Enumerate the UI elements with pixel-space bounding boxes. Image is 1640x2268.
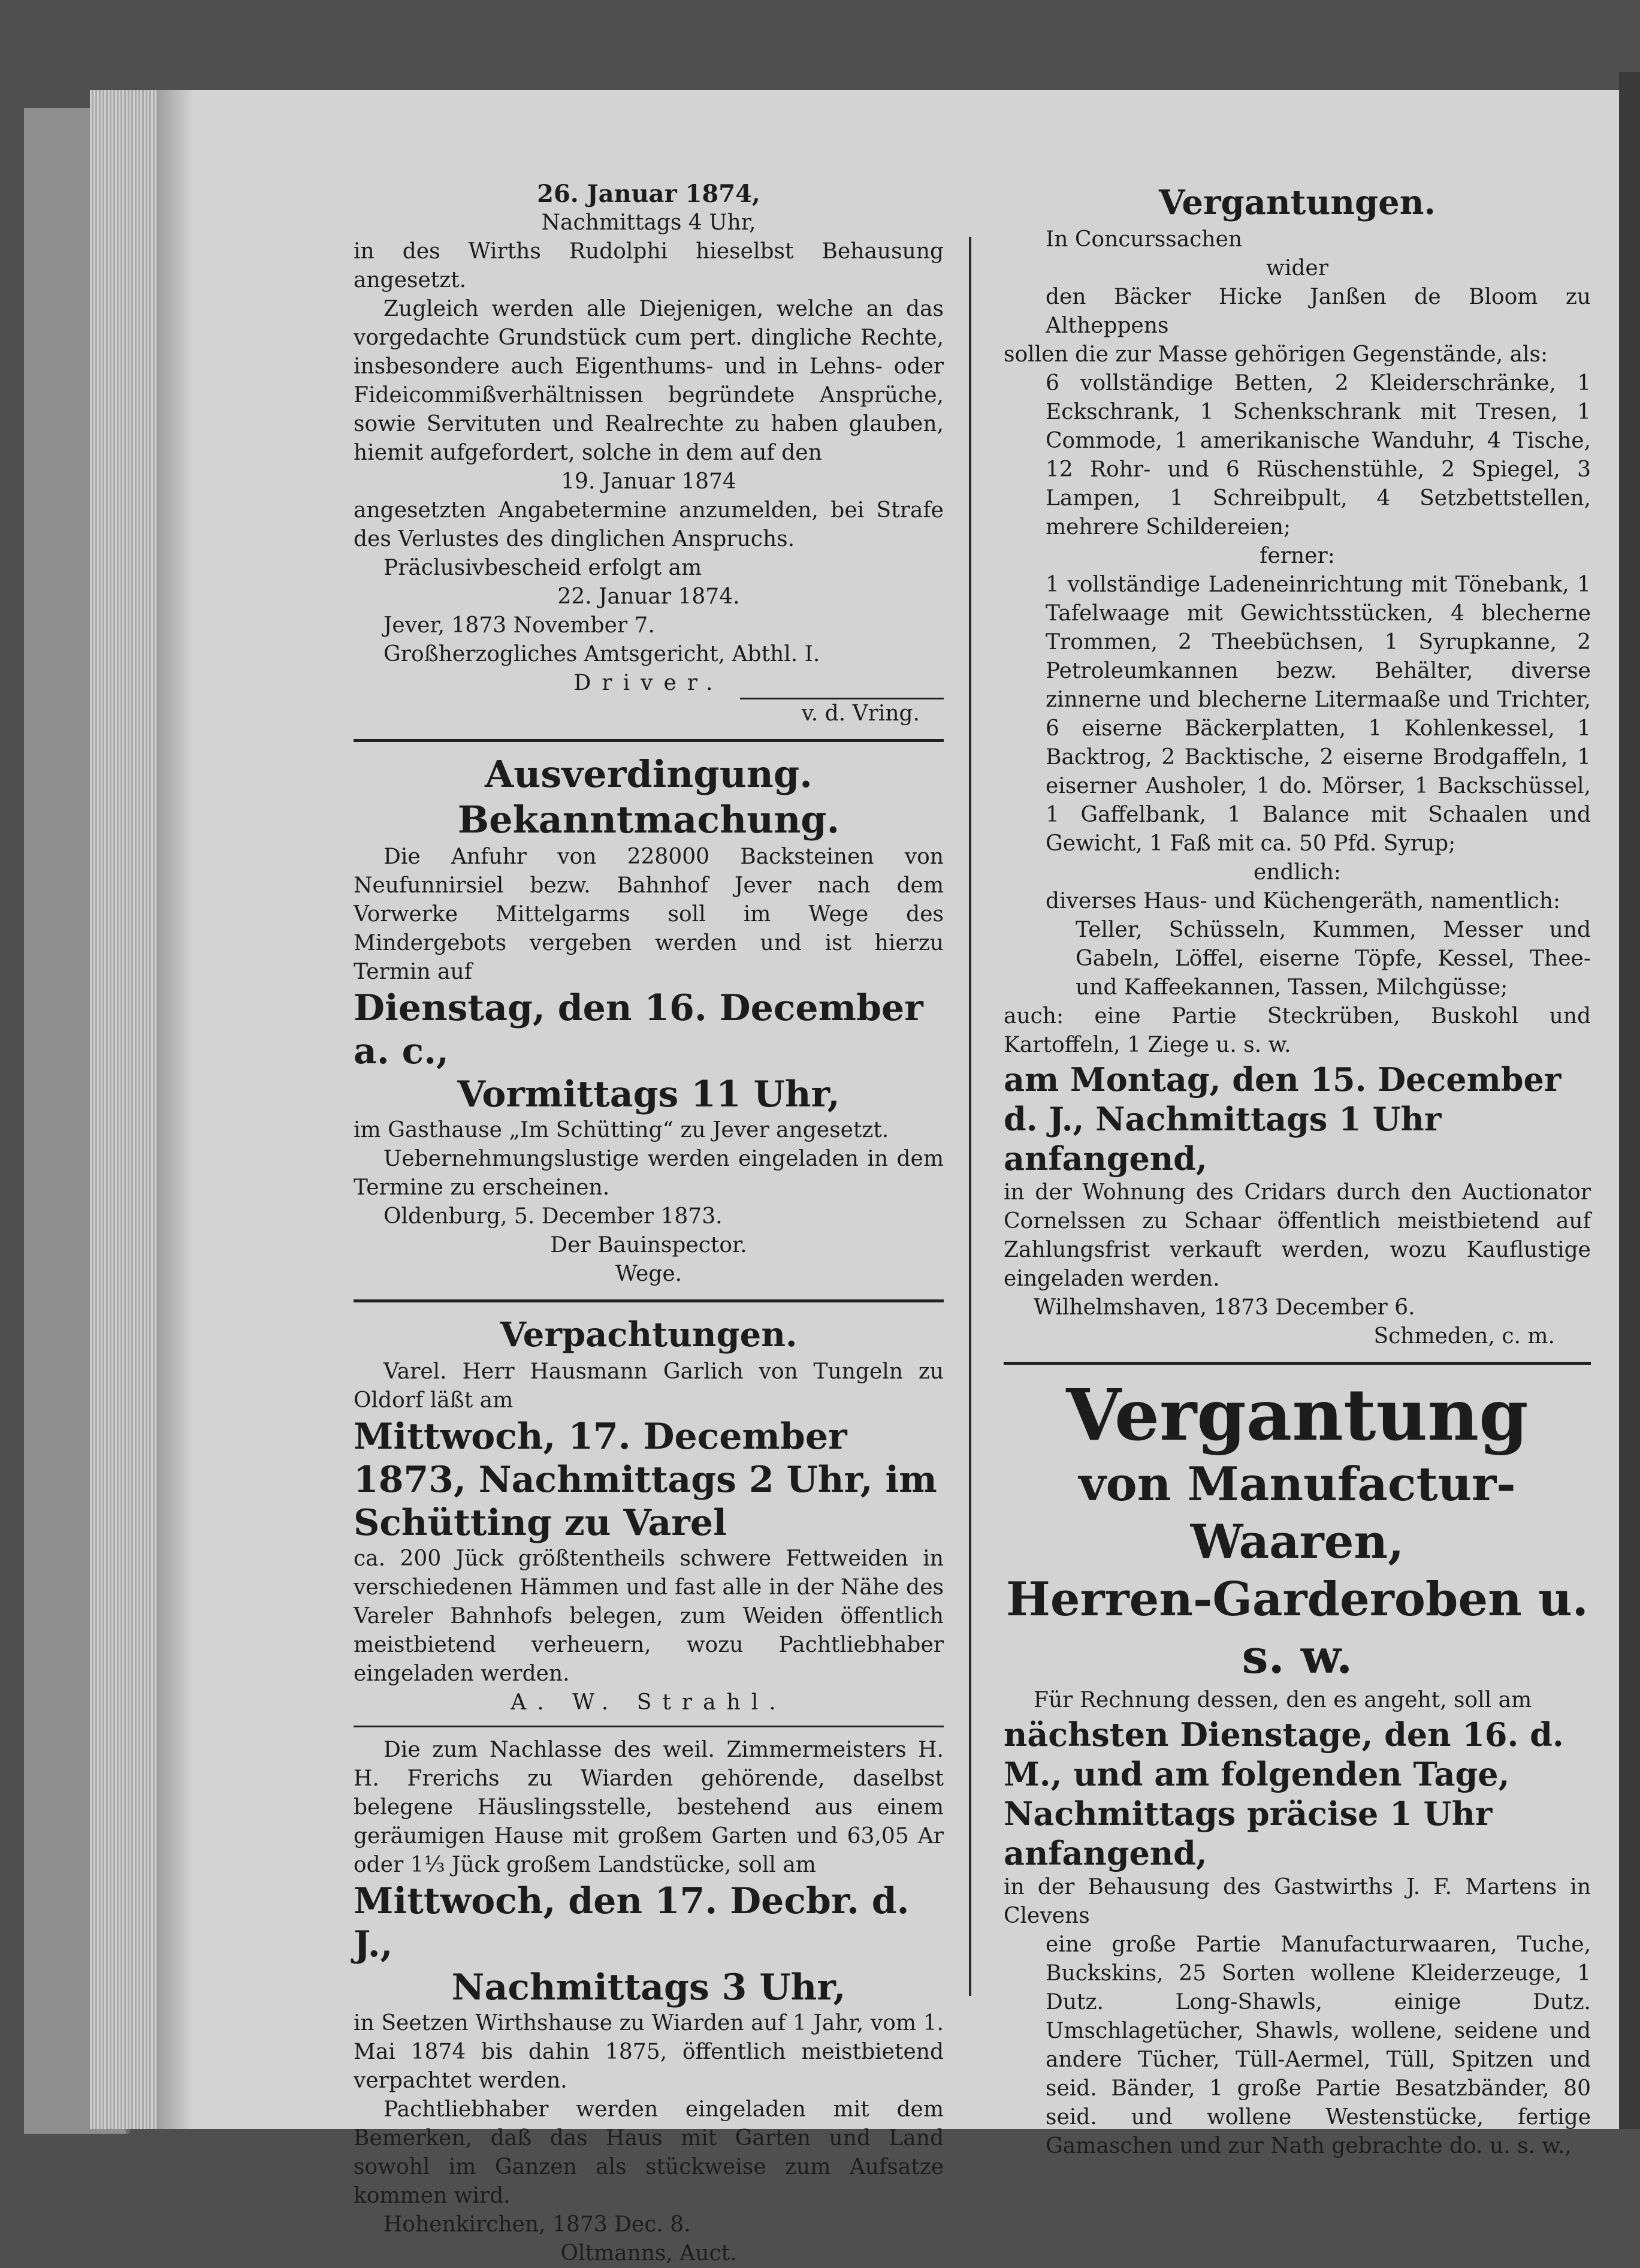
right-column: [1004, 180, 1591, 2161]
nachlass-body: Die zum Nachlasse des weil. Zimmermeisters H. H. Frerichs zu Wiarden gehörende, daselbst belegene Häuslingsstelle, bestehend aus einem geräumigen Hause mit großem Garten und 63,05 Ar oder 1⅓ Jück großem Landstücke, soll am: [354, 1738, 944, 1877]
verpachtungen-date: Mittwoch, 17. December 1873, Nachmittags 2 Uhr, im Schütting zu Varel: [354, 1416, 937, 1544]
vergantung-date: nächsten Dienstage, den 16. d. M., und am folgenden Tage, Nachmittags präcise 1 Uhr anfangend,: [1004, 1715, 1564, 1872]
claim-penalty: angesetzten Angabetermine anzumelden, bei Strafe des Verlustes des dinglichen Anspruchs.: [354, 498, 944, 551]
ausverdingung-title: Ausverdingung.: [485, 752, 813, 796]
nachlass-body2: in Seetzen Wirthshause zu Wiarden auf 1 Jahr, vom 1. Mai 1874 bis dahin 1875, öffentlich meistbietend verpachtet werden.: [354, 2011, 944, 2093]
auction-place: in des Wirths Rudolphi hieselbst Behausung angesetzt.: [354, 239, 944, 292]
gutter-shadow: [157, 90, 193, 2129]
debtor-line: den Bäcker Hicke Janßen de Bloom zu Altheppens: [1046, 285, 1591, 338]
ausverdingung-time: Vormittags 11 Uhr,: [457, 1073, 840, 1115]
items-household-intro: diverses Haus- und Küchengeräth, namentlich:: [1046, 889, 1561, 913]
concurs-line: In Concurssachen: [1046, 227, 1243, 252]
section-rule: [354, 1726, 944, 1727]
auction-date: 26. Januar 1874,: [537, 180, 760, 208]
section-rule: [1004, 1362, 1591, 1365]
ferner-label: ferner:: [1260, 544, 1335, 568]
signature-vring: v. d. Vring.: [801, 701, 920, 726]
items-furniture: 6 vollständige Betten, 2 Kleiderschränke, 1 Eckschrank, 1 Schenkschrank mit Tresen, 1 Commode, 1 amerikanische Wanduhr, 4 Tische, 12 Rohr- und 6 Rüschenstühle, 2 Spiegel, 3 Lampen, 1 Schreibpult, 4 Setzbettstellen, mehrere Schildereien;: [1046, 371, 1591, 539]
vergantung-subtitle-1: von Manufactur-Waaren,: [1079, 1457, 1516, 1569]
nachlass-body3: Pachtliebhaber werden eingeladen mit dem Bemerken, daß das Haus mit Garten und Land sowohl im Ganzen als stückweise zum Aufsatze kommen wird.: [354, 2097, 944, 2208]
verpachtungen-intro: Varel. Herr Hausmann Garlich von Tungeln zu Oldorf läßt am: [354, 1359, 944, 1413]
verpachtungen-body: ca. 200 Jück größtentheils schwere Fettweiden in verschiedenen Hämmen und fast alle in der Nähe des Vareler Bahnhofs belegen, zum Weiden öffentlich meistbietend verheuern, wozu Pachtliebhaber eingeladen werden.: [354, 1546, 944, 1686]
vergantung-items: eine große Partie Manufacturwaaren, Tuche, Buckskins, 25 Sorten wollene Kleiderzeuge, 1 Dutz. Long-Shawls, einige Dutz. Umschlagetücher, Shawls, wollene, seidene und andere Tücher, Tüll-Aermel, Tüll, Spitzen und seid. Bänder, 1 große Partie Besatzbänder, 80 seid. und wollene Westenstücke, fertige Gamaschen und zur Nath gebrachte do. u. s. w.,: [1046, 1932, 1591, 2158]
verpachtungen-sign: A. W. Strahl.: [511, 1690, 787, 1715]
verpachtungen-title: Verpachtungen.: [500, 1315, 798, 1355]
vergantung-place: in der Behausung des Gastwirths J. F. Martens in Clevens: [1004, 1875, 1591, 1928]
page-stack-edge: [90, 90, 162, 2129]
nachlass-time: Nachmittags 3 Uhr,: [451, 1967, 846, 2008]
ausverdingung-sign: Wege.: [615, 1262, 682, 1286]
ausverdingung-invite: Uebernehmungslustige werden eingeladen in dem Termine zu erscheinen.: [354, 1147, 944, 1200]
vergantungen-body: in der Wohnung des Cridars durch den Auctionator Cornelssen zu Schaar öffentlich meistbietend auf Zahlungsfrist verkauft werden, wozu Kauflustige eingeladen werden.: [1004, 1180, 1591, 1291]
ausverdingung-place: im Gasthause „Im Schütting“ zu Jever angesetzt.: [354, 1118, 889, 1142]
column-divider: [969, 237, 971, 1996]
items-shop: 1 vollständige Ladeneinrichtung mit Tönebank, 1 Tafelwaage mit Gewichtsstücken, 4 blecherne Trommen, 2 Theebüchsen, 1 Syrupkanne, 2 Petroleumkannen bezw. Behälter, diverse zinnerne und blecherne Litermaaße und Trichter, 6 eiserne Bäckerplatten, 1 Kohlenkessel, 1 Backtrog, 2 Backtische, 2 eiserne Brodgaffeln, 1 eiserner Ausholer, 1 do. Mörser, 1 Backschüssel, 1 Gaffelbank, 1 Balance mit Schaalen und Gewicht, 1 Faß mit ca. 50 Pfd. Syrup;: [1046, 572, 1591, 856]
items-household: Teller, Schüsseln, Kummen, Messer und Gabeln, Löffel, eiserne Töpfe, Kessel, Thee- und Kaffeekannen, Tassen, Milchgüsse;: [1076, 918, 1591, 1000]
left-column: [354, 180, 944, 2268]
ausverdingung-body: Die Anfuhr von 228000 Backsteinen von Neufunnirsiel bezw. Bahnhof Jever nach dem Vorwerke Mittelgarms soll im Wege des Mindergebots vergeben werden und ist hierzu Termin auf: [354, 845, 944, 984]
right-page-edge: [1619, 72, 1640, 2129]
dateline: Jever, 1873 November 7.: [383, 613, 655, 638]
items-misc: auch: eine Partie Steckrüben, Buskohl und Kartoffeln, 1 Ziege u. s. w.: [1004, 1004, 1591, 1057]
vergantung-intro: Für Rechnung dessen, den es angeht, soll am: [1034, 1688, 1532, 1712]
vergantungen-dateline: Wilhelmshaven, 1873 December 6.: [1034, 1295, 1415, 1320]
claims-notice: Zugleich werden alle Diejenigen, welche an das vorgedachte Grundstück cum pert. dingliche Rechte, insbesondere auch Eigenthums- und in Lehns- oder Fideicommißverhältnissen begründete Ansprüche, sowie Servituten und Realrechte zu haben glauben, hiemit aufgefordert, solche in dem auf den: [354, 297, 944, 465]
ausverdingung-date: Dienstag, den 16. December a. c.,: [354, 987, 923, 1072]
bekanntmachung-title: Bekanntmachung.: [457, 798, 840, 842]
endlich-label: endlich:: [1253, 860, 1342, 885]
nachlass-sign: Oltmanns, Auct.: [560, 2241, 737, 2266]
ausverdingung-office: Der Bauinspector.: [550, 1233, 747, 1257]
ausverdingung-dateline: Oldenburg, 5. December 1873.: [383, 1204, 723, 1229]
claim-date: 19. Januar 1874: [561, 469, 736, 494]
vergantung-title: Vergantung: [1066, 1373, 1529, 1456]
vergantungen-date: am Montag, den 15. December d. J., Nachmittags 1 Uhr anfangend,: [1004, 1060, 1562, 1178]
nachlass-date: Mittwoch, den 17. Decbr. d. J.,: [354, 1880, 910, 1965]
preclusion-label: Präclusivbescheid erfolgt am: [383, 556, 702, 580]
section-rule: [354, 1299, 944, 1302]
vergantungen-title: Vergantungen.: [1159, 183, 1436, 222]
nachlass-dateline: Hohenkirchen, 1873 Dec. 8.: [383, 2212, 691, 2237]
wider-line: wider: [1266, 256, 1328, 281]
vergantungen-sign: Schmeden, c. m.: [1373, 1324, 1555, 1349]
section-rule: [354, 739, 944, 742]
preclusion-date: 22. Januar 1874.: [557, 584, 740, 609]
vergantung-subtitle-2: Herren-Garderoben u. s. w.: [1006, 1572, 1588, 1684]
court-name: Großherzogliches Amtsgericht, Abthl. I.: [383, 642, 820, 666]
auction-time: Nachmittags 4 Uhr,: [541, 210, 756, 235]
mass-items-intro: sollen die zur Masse gehörigen Gegenstände, als:: [1004, 342, 1548, 367]
signature-driver: Driver.: [573, 671, 724, 695]
